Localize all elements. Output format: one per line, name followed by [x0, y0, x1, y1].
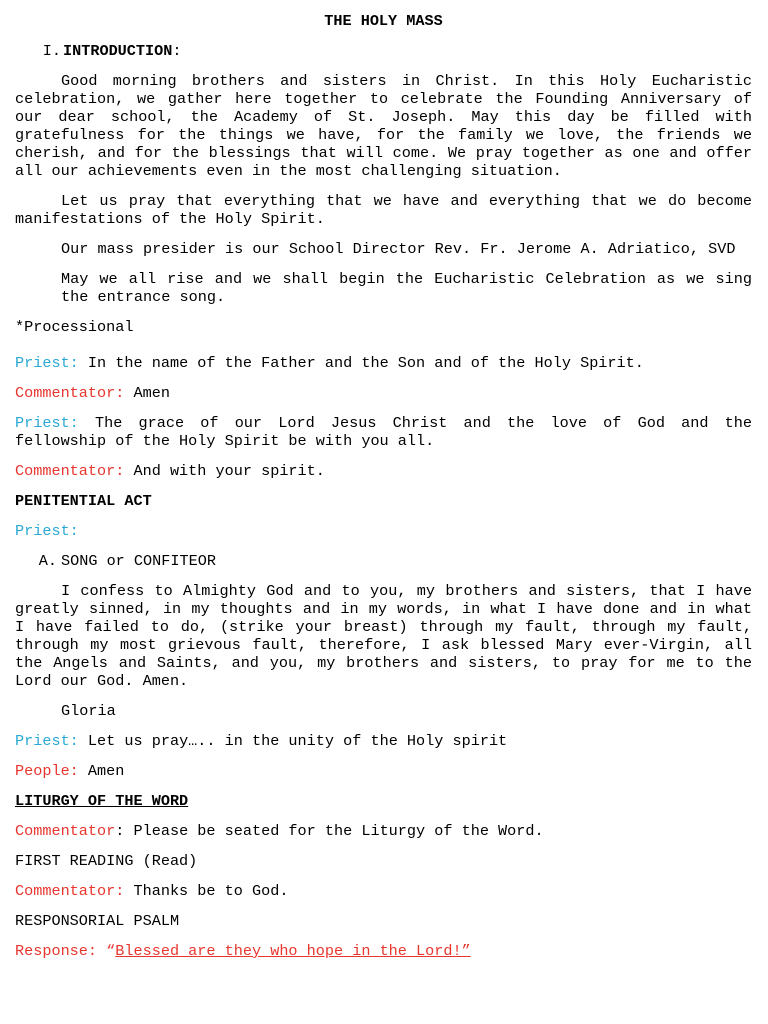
intro-paragraph-2: Let us pray that everything that we have and everything that we do become manifestations of the Holy Spirit.: [15, 192, 752, 228]
line-text: In the name of the Father and the Son and of the Holy Spirit.: [78, 354, 644, 372]
item-number: A.: [38, 552, 57, 570]
line-text: Amen: [78, 762, 125, 780]
responsorial-psalm-label: RESPONSORIAL PSALM: [15, 912, 180, 930]
penitential-priest-label: Priest:: [15, 522, 79, 540]
document-page: [15, 12, 752, 972]
line-text: The grace of our Lord Jesus Christ and the love of God and the fellowship of the Holy Spirit be with you all.: [15, 414, 752, 450]
role-people: People:: [15, 762, 79, 780]
line-text: : Please be seated for the Liturgy of the Word.: [115, 822, 544, 840]
page-title: THE HOLY MASS: [324, 12, 443, 30]
item-label: SONG or CONFITEOR: [61, 552, 216, 570]
section-introduction: [15, 42, 752, 60]
priest-line-1: [15, 354, 752, 372]
response-text: Blessed are they who hope in the Lord!”: [115, 942, 471, 960]
response-open-quote: “: [106, 942, 116, 960]
commentator-line-2: [15, 462, 752, 480]
role-priest: Priest:: [15, 354, 79, 372]
commentator-line-1: [15, 384, 752, 402]
line-text: Let us pray….. in the unity of the Holy spirit: [78, 732, 508, 750]
section-heading-text: INTRODUCTION: [63, 42, 173, 60]
first-reading-label: FIRST READING (Read): [15, 852, 198, 870]
intro-paragraph-1: Good morning brothers and sisters in Christ. In this Holy Eucharistic celebration, we gather here together to celebrate the Founding Anniversary of our dear school, the Academy of St. Joseph. May this day be filled with gratefulness for the things we have, for the family we love, the friends we cherish, and for the blessings that will come. We pray together as one and offer all our achievements even in the most challenging situation.: [15, 72, 752, 180]
people-line: [15, 762, 752, 780]
section-heading: [63, 42, 172, 60]
role-commentator: Commentator:: [15, 384, 125, 402]
role-commentator: Commentator:: [15, 882, 125, 900]
line-text: Amen: [124, 384, 170, 402]
processional-label: *Processional: [15, 318, 134, 336]
intro-paragraph-3: Our mass presider is our School Director Rev. Fr. Jerome A. Adriatico, SVD: [61, 240, 736, 258]
confiteor-paragraph: I confess to Almighty God and to you, my brothers and sisters, that I have greatly sinned, in my thoughts and in my words, in what I have done and in what I have failed to do, (strike your breast) through my fault, through my fault, through my most grievous fault, therefore, I ask blessed Mary ever-Virgin, all the Angels and Saints, and you, my brothers and sisters, to pray for me to the Lord our God. Amen.: [15, 582, 752, 690]
response-line: [15, 942, 752, 960]
commentator-line-3: [15, 822, 752, 840]
priest-line-3: [15, 732, 752, 750]
liturgy-heading: LITURGY OF THE WORD: [15, 792, 189, 810]
priest-line-2: [15, 414, 752, 450]
penitential-item-a: [15, 552, 752, 570]
role-priest: Priest:: [15, 414, 79, 432]
penitential-heading: PENITENTIAL ACT: [15, 492, 152, 510]
intro-paragraph-4: May we all rise and we shall begin the Eucharistic Celebration as we sing the entrance song.: [61, 270, 752, 306]
role-priest: Priest:: [15, 732, 79, 750]
section-number: I.: [42, 42, 61, 60]
gloria-label: Gloria: [61, 702, 116, 720]
line-text: Thanks be to God.: [124, 882, 289, 900]
section-heading-colon: :: [172, 42, 182, 60]
role-commentator: Commentator:: [15, 462, 125, 480]
role-commentator: Commentator: [15, 822, 116, 840]
commentator-line-4: [15, 882, 752, 900]
role-response: Response:: [15, 942, 107, 960]
line-text: And with your spirit.: [124, 462, 325, 480]
